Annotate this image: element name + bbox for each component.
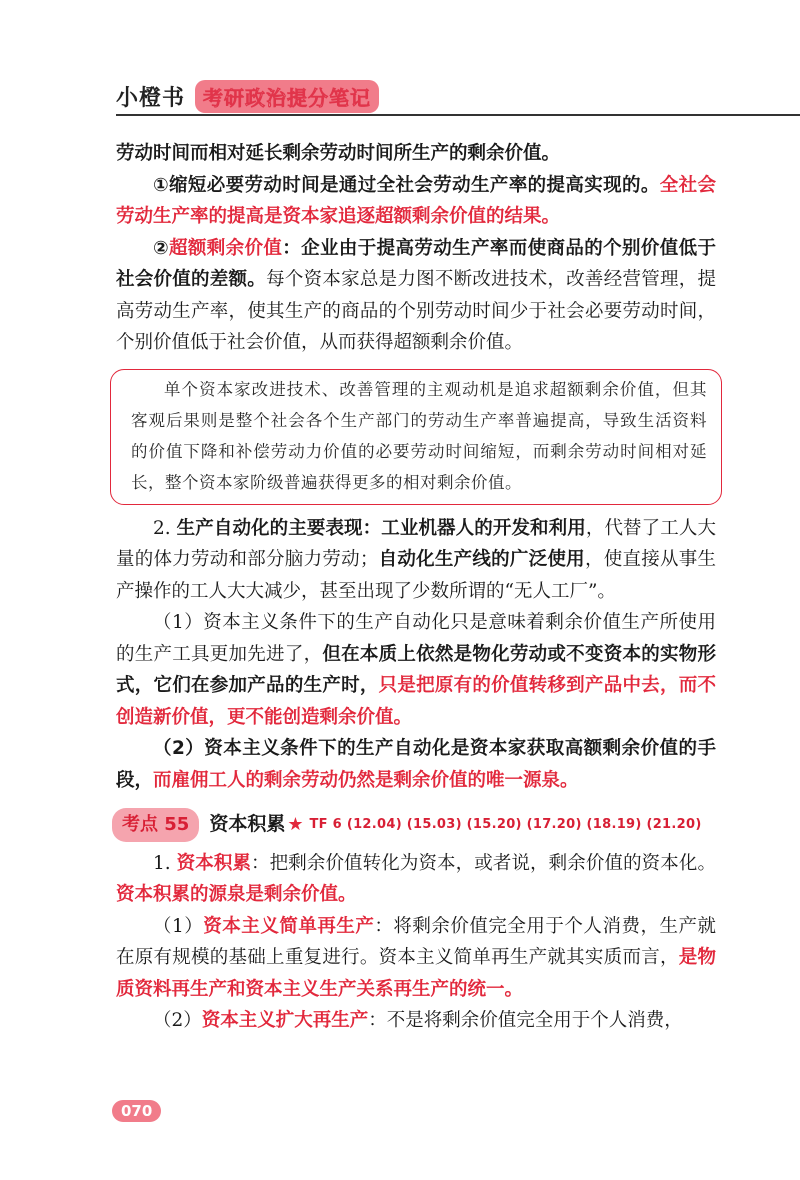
text-regular: （1） xyxy=(153,915,204,937)
text-highlight: 是物质资料再生产和资本主义生产关系再生产的统一。 xyxy=(116,947,716,1000)
term-simple-reproduction: 资本主义简单再生产 xyxy=(203,915,375,937)
text-regular: （1）资本主义条件下的生产自动化只是意味着剩余价值生产所使用的生产工具更加先进了， xyxy=(116,612,716,665)
text-highlight: 全社会劳动生产率的提高是资本家追逐超额剩余价值的结果。 xyxy=(116,174,716,227)
paragraph-simple-reproduction xyxy=(116,911,716,1006)
header-divider xyxy=(116,114,800,116)
page-header xyxy=(116,80,379,113)
text-regular: ，代替了工人大量的体力劳动和部分脑力劳动； xyxy=(116,517,716,570)
text-regular: ，使直接从事生产操作的工人大大减少，甚至出现了少数所谓的“无人工厂”。 xyxy=(116,549,716,602)
text-highlight: 资本积累的源泉是剩余价值。 xyxy=(116,884,357,905)
text-regular: 1. xyxy=(153,852,177,874)
text-regular: 每个资本家总是力图不断改进技术，改善经营管理，提高劳动生产率，使其生产的商品的个别劳动时间少于社会必要劳动时间，个别价值低于社会价值，从而获得超额剩余价值。 xyxy=(116,269,716,353)
text-bold: ：企业由于提高劳动生产率而使商品的个别价值低于社会价值的差额。 xyxy=(116,237,716,290)
term-expanded-reproduction: 资本主义扩大再生产 xyxy=(201,1010,369,1031)
text-highlight: 而雇佣工人的剩余劳动仍然是剩余价值的唯一源泉。 xyxy=(153,769,579,791)
text-bold: 劳动时间而相对延长剩余劳动时间所生产的剩余价值。 xyxy=(116,143,561,164)
brand-name: 小橙书 xyxy=(116,86,186,111)
paragraph-automation xyxy=(116,513,716,608)
note-text: 单个资本家改进技术、改善管理的主观动机是追求超额剩余价值，但其客观后果则是整个社会各个生产部门的劳动生产率普遍提高，导致生活资料的价值下降和补偿劳动力价值的必要劳动时间缩短，而剩余劳动时间相对延长，整个资本家阶级普遍获得更多的相对剩余价值。 xyxy=(131,379,707,492)
paragraph-expanded-reproduction xyxy=(116,1005,716,1037)
paragraph-automation-2 xyxy=(116,733,716,796)
text-regular: 2. xyxy=(153,517,177,539)
text-regular: ：把剩余价值转化为资本，或者说，剩余价值的资本化。 xyxy=(251,852,716,874)
text-highlight: 只是把原有的价值转移到产品中去，而不创造新价值，更不能创造剩余价值。 xyxy=(116,675,716,728)
text-bold: （2）资本主义条件下的生产自动化是资本家获取高额剩余价值的手段， xyxy=(116,738,716,791)
paragraph-point-2 xyxy=(116,233,716,359)
text-regular: （2） xyxy=(153,1010,202,1031)
main-content xyxy=(116,138,716,1037)
text-bold: 但在本质上依然是物化劳动或不变资本的实物形式，它们在参加产品的生产时， xyxy=(116,643,716,696)
note-box xyxy=(110,369,722,505)
text-bold: ①缩短必要劳动时间是通过全社会劳动生产率的提高实现的。 xyxy=(153,174,660,196)
paragraph-capital-accumulation xyxy=(116,848,716,911)
paragraph-automation-1 xyxy=(116,607,716,733)
text-bold: 自动化生产线的广泛使用 xyxy=(378,549,585,570)
exam-point-badge: 考点 55 xyxy=(112,808,199,842)
star-icon: ★ xyxy=(287,814,304,835)
text-bold: ② xyxy=(153,237,170,259)
term-excess-surplus-value: 超额剩余价值 xyxy=(169,237,283,259)
paragraph-continuation xyxy=(116,138,716,170)
text-regular: ：不是将剩余价值完全用于个人消费， xyxy=(368,1010,683,1031)
exam-point-heading xyxy=(112,808,716,842)
exam-point-title: 资本积累 xyxy=(209,813,286,835)
exam-frequency: TF 6 (12.04) (15.03) (15.20) (17.20) (18.19) (21.20) xyxy=(309,817,702,832)
term-capital-accumulation: 资本积累 xyxy=(176,852,252,874)
text-bold: 生产自动化的主要表现：工业机器人的开发和利用 xyxy=(176,517,586,539)
text-regular: ：将剩余价值完全用于个人消费，生产就在原有规模的基础上重复进行。资本主义简单再生产就其实质而言， xyxy=(116,915,716,968)
page-number: 070 xyxy=(112,1100,161,1122)
book-tagline: 考研政治提分笔记 xyxy=(195,80,379,113)
paragraph-point-1 xyxy=(116,170,716,233)
